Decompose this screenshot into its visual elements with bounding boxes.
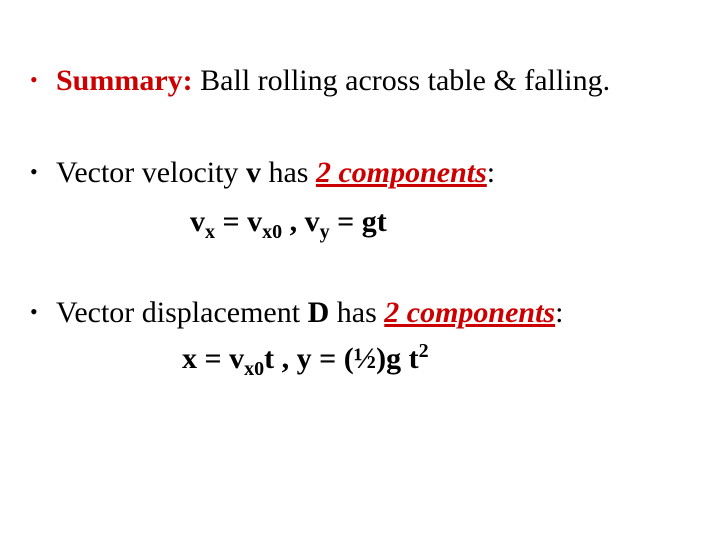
velocity-formula — [190, 205, 387, 243]
displacement-formula — [182, 340, 429, 380]
formula-subscript: x0 — [244, 358, 265, 380]
velocity-symbol: v — [245, 156, 261, 189]
formula-subscript: y — [319, 221, 330, 243]
displacement-symbol: D — [307, 296, 330, 329]
summary-text: Ball rolling across table & falling. — [192, 64, 611, 97]
formula-part: = gt — [329, 205, 387, 238]
formula-superscript: 2 — [418, 340, 429, 362]
formula-part: v — [190, 205, 205, 238]
summary-label: Summary: — [56, 64, 193, 97]
formula-part: x = v — [182, 342, 245, 375]
velocity-text-mid: has — [260, 156, 316, 189]
formula-subscript: x — [205, 221, 215, 243]
formula-subscript: x0 — [262, 221, 283, 243]
formula-part: = v — [215, 205, 263, 238]
displacement-text-post: : — [555, 296, 564, 329]
velocity-text-post: : — [486, 156, 496, 189]
bullet-summary — [30, 63, 610, 98]
velocity-components-emphasis: 2 components — [315, 156, 487, 189]
bullet-marker: • — [30, 159, 38, 184]
bullet-marker: • — [30, 67, 38, 92]
bullet-marker: • — [30, 299, 38, 324]
formula-part: t , y = (½)g t — [264, 342, 419, 375]
displacement-components-emphasis: 2 components — [384, 296, 556, 329]
displacement-text-mid: has — [329, 296, 385, 329]
bullet-velocity — [30, 155, 495, 190]
velocity-text-pre: Vector velocity — [56, 156, 246, 189]
formula-part: , v — [282, 205, 320, 238]
bullet-displacement — [30, 295, 563, 330]
displacement-text-pre: Vector displacement — [56, 296, 308, 329]
